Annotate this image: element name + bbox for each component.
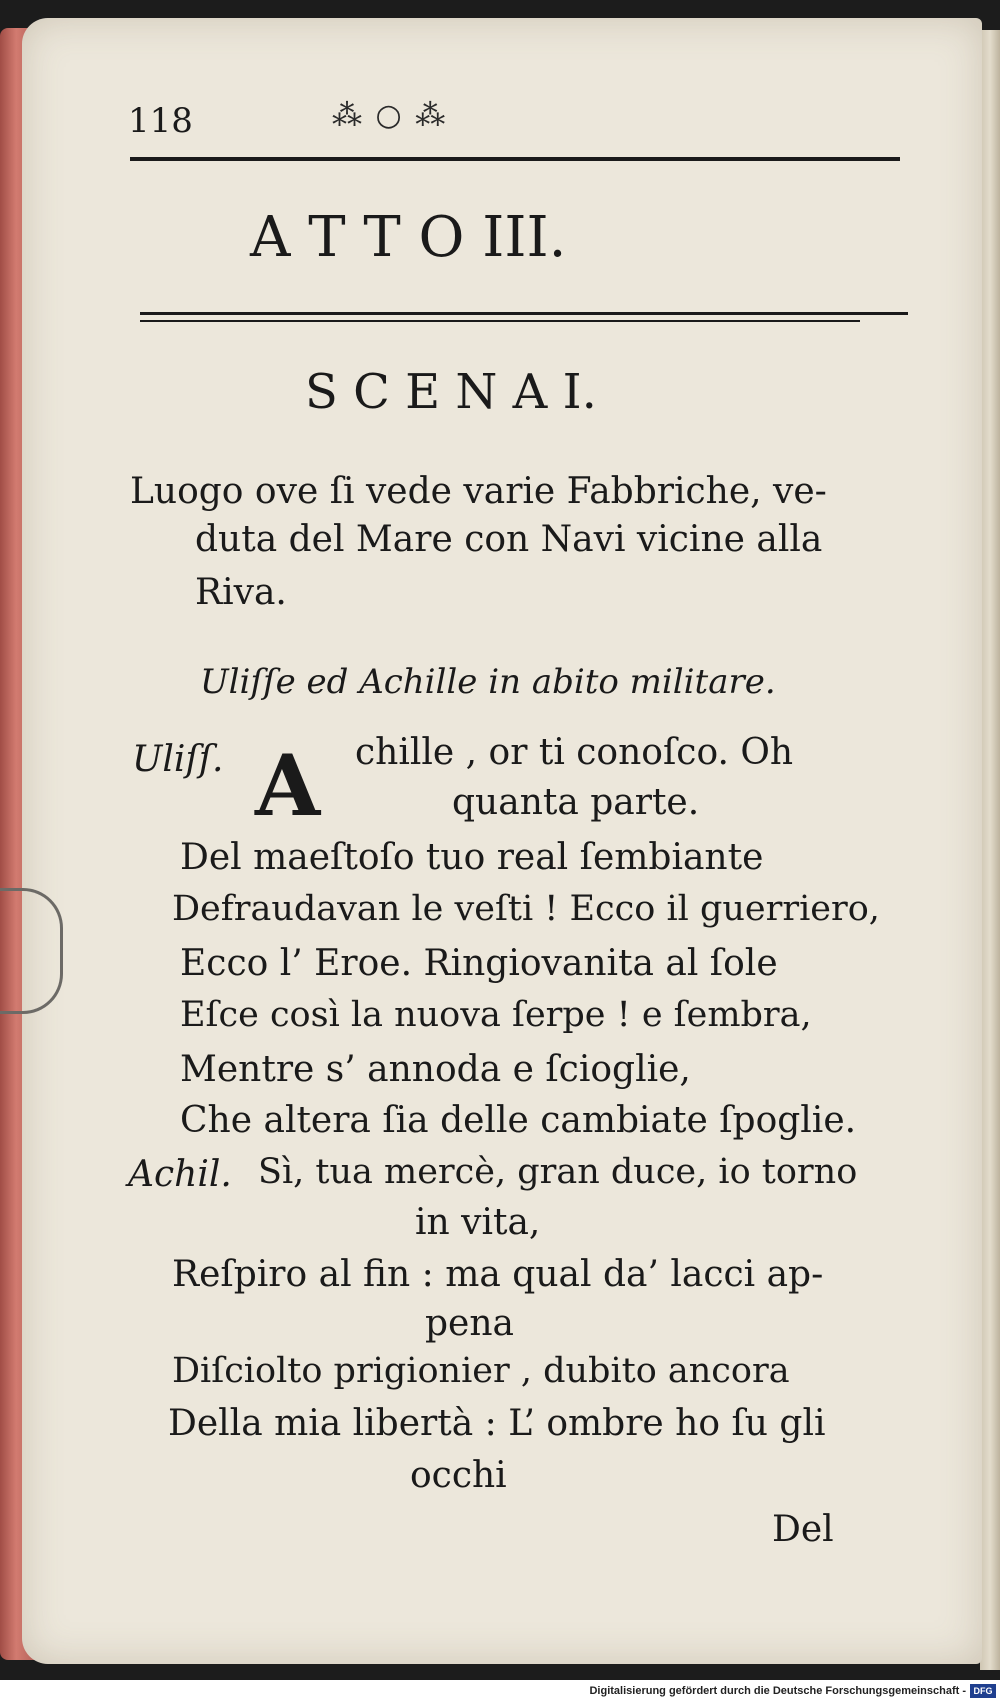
verse-line: Sì, tua mercè, gran duce, io torno bbox=[258, 1152, 858, 1192]
setting-line: Luogo ove ſi vede varie Fabbriche, ve- bbox=[130, 471, 827, 512]
funding-credit: Digitalisierung gefördert durch die Deutsche Forschungsgemeinschaft - bbox=[589, 1685, 966, 1697]
verse-line: pena bbox=[425, 1303, 514, 1344]
header-ornament: ⁂ ○ ⁂ bbox=[332, 98, 448, 133]
verse-line: Della mia libertà : L’ ombre ho ſu gli bbox=[168, 1403, 826, 1444]
verse-line: occhi bbox=[410, 1455, 507, 1496]
setting-line: Riva. bbox=[195, 572, 287, 613]
speaker-name: Uliſſ. bbox=[132, 739, 224, 780]
verse-line: Diſciolto prigionier , dubito ancora bbox=[172, 1351, 790, 1391]
speaker-name: Achil. bbox=[128, 1154, 232, 1195]
character-list: Uliſſe ed Achille in abito militare. bbox=[200, 662, 776, 702]
verse-line: Ecco l’ Eroe. Ringiovanita al ſole bbox=[180, 943, 778, 984]
bookmark-clip bbox=[0, 888, 63, 1014]
verse-line: in vita, bbox=[415, 1202, 541, 1243]
dfg-logo: DFG bbox=[970, 1684, 996, 1698]
drop-cap: A bbox=[255, 736, 321, 835]
verse-line: Del maeſtoſo tuo real ſembiante bbox=[180, 837, 764, 878]
page-number: 118 bbox=[128, 101, 193, 141]
act-rule-top bbox=[140, 312, 908, 315]
verse-line: chille , or ti conoſco. Oh bbox=[355, 732, 794, 773]
verse-line: Defraudavan le veſti ! Ecco il guerriero, bbox=[172, 889, 880, 929]
verse-line: Eſce così la nuova ſerpe ! e ſembra, bbox=[180, 995, 812, 1035]
verse-line: quanta parte. bbox=[452, 782, 700, 823]
header-rule bbox=[130, 157, 900, 161]
verse-line: Reſpiro al fin : ma qual da’ lacci ap- bbox=[172, 1254, 824, 1295]
catchword: Del bbox=[772, 1509, 834, 1550]
act-rule-bottom bbox=[140, 320, 860, 322]
setting-line: duta del Mare con Navi vicine alla bbox=[195, 519, 823, 560]
scene-title: S C E N A I. bbox=[305, 364, 597, 420]
act-title: A T T O III. bbox=[250, 205, 567, 270]
right-page-edge bbox=[980, 30, 1000, 1670]
footer-bar bbox=[0, 1680, 1000, 1702]
verse-line: Che altera ſia delle cambiate ſpoglie. bbox=[180, 1100, 857, 1141]
verse-line: Mentre s’ annoda e ſcioglie, bbox=[180, 1049, 691, 1090]
